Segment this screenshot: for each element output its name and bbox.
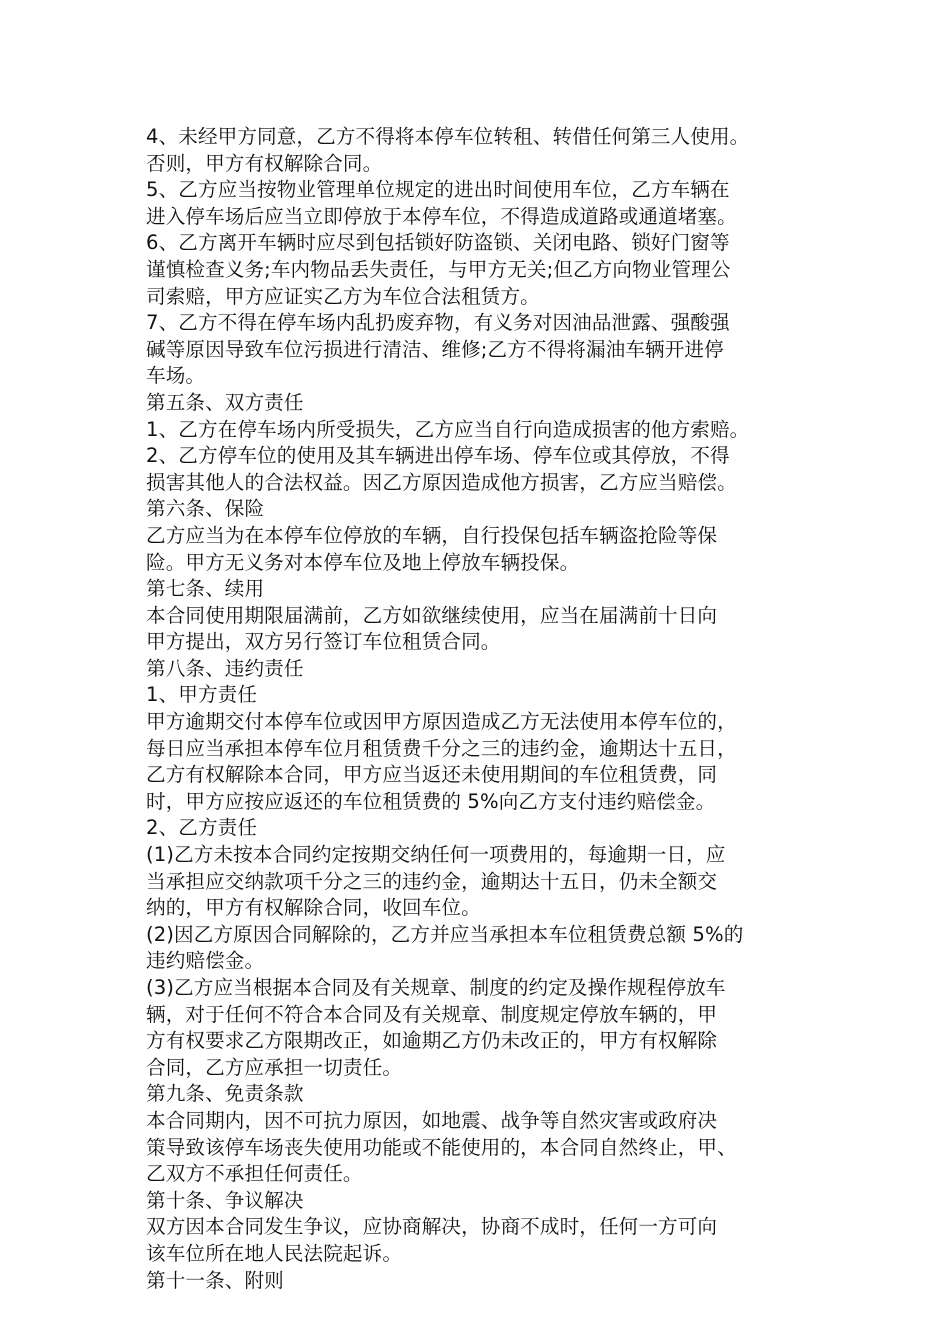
text-line: 1、乙方在停车场内所受损失，乙方应当自行向造成损害的他方索赔。 xyxy=(146,417,750,441)
section-heading: 第五条、双方责任 xyxy=(146,390,304,414)
document-body xyxy=(146,124,826,1294)
text-line: 碱等原因导致车位污损进行清洁、维修;乙方不得将漏油车辆开进停 xyxy=(146,337,724,361)
section-heading: 第六条、保险 xyxy=(146,497,265,521)
text-line: 该车位所在地人民法院起诉。 xyxy=(146,1241,403,1265)
text-line: 合同，乙方应承担一切责任。 xyxy=(146,1055,403,1079)
text-line: 乙方应当为在本停车位停放的车辆，自行投保包括车辆盗抢险等保 xyxy=(146,523,718,547)
text-line: 甲方提出，双方另行签订车位租赁合同。 xyxy=(146,630,501,654)
text-line: 本合同使用期限届满前，乙方如欲继续使用，应当在届满前十日向 xyxy=(146,603,718,627)
section-heading: 第九条、免责条款 xyxy=(146,1082,304,1106)
text-line: 险。甲方无义务对本停车位及地上停放车辆投保。 xyxy=(146,550,580,574)
text-line: 6、乙方离开车辆时应尽到包括锁好防盗锁、关闭电路、锁好门窗等 xyxy=(146,231,730,255)
section-heading: 第七条、续用 xyxy=(146,577,265,601)
text-line: 当承担应交纳款项千分之三的违约金，逾期达十五日，仍未全额交 xyxy=(146,869,718,893)
subsection-heading: 1、甲方责任 xyxy=(146,683,258,707)
text-line: 5、乙方应当按物业管理单位规定的进出时间使用车位，乙方车辆在 xyxy=(146,178,730,202)
text-line: (2)因乙方原因合同解除的，乙方并应当承担本车位租赁费总额 5%的 xyxy=(146,922,744,946)
text-line: 策导致该停车场丧失使用功能或不能使用的，本合同自然终止，甲、 xyxy=(146,1135,737,1159)
section-heading: 第十条、争议解决 xyxy=(146,1188,304,1212)
text-line: 否则，甲方有权解除合同。 xyxy=(146,151,383,175)
text-line: 双方因本合同发生争议，应协商解决，协商不成时，任何一方可向 xyxy=(146,1215,718,1239)
text-line: 4、未经甲方同意，乙方不得将本停车位转租、转借任何第三人使用。 xyxy=(146,125,750,148)
text-line: 乙双方不承担任何责任。 xyxy=(146,1162,363,1186)
text-line: 甲方逾期交付本停车位或因甲方原因造成乙方无法使用本停车位的， xyxy=(146,710,737,734)
text-line: 7、乙方不得在停车场内乱扔废弃物，有义务对因油品泄露、强酸强 xyxy=(146,311,730,335)
text-line: 进入停车场后应当立即停放于本停车位，不得造成道路或通道堵塞。 xyxy=(146,204,737,228)
text-line: 损害其他人的合法权益。因乙方原因造成他方损害，乙方应当赔偿。 xyxy=(146,470,737,494)
text-line: 纳的，甲方有权解除合同，收回车位。 xyxy=(146,896,481,920)
text-line: 本合同期内，因不可抗力原因，如地震、战争等自然灾害或政府决 xyxy=(146,1108,718,1132)
text-line: 车场。 xyxy=(146,364,206,388)
text-line: 司索赔，甲方应证实乙方为车位合法租赁方。 xyxy=(146,284,540,308)
text-line: 2、乙方停车位的使用及其车辆进出停车场、停车位或其停放，不得 xyxy=(146,444,730,468)
text-line: (3)乙方应当根据本合同及有关规章、制度的约定及操作规程停放车 xyxy=(146,976,726,999)
section-heading: 第十一条、附则 xyxy=(146,1268,284,1292)
text-line: 方有权要求乙方限期改正，如逾期乙方仍未改正的，甲方有权解除 xyxy=(146,1029,718,1053)
text-line: (1)乙方未按本合同约定按期交纳任何一项费用的，每逾期一日，应 xyxy=(146,843,726,867)
text-line: 每日应当承担本停车位月租赁费千分之三的违约金，逾期达十五日， xyxy=(146,736,737,760)
text-line: 谨慎检查义务;车内物品丢失责任，与甲方无关;但乙方向物业管理公 xyxy=(146,257,731,281)
text-line: 辆，对于任何不符合本合同及有关规章、制度规定停放车辆的，甲 xyxy=(146,1002,718,1026)
text-line: 时，甲方应按应返还的车位租赁费的 5%向乙方支付违约赔偿金。 xyxy=(146,789,716,813)
text-line: 乙方有权解除本合同，甲方应当返还未使用期间的车位租赁费，同 xyxy=(146,763,718,787)
section-heading: 第八条、违约责任 xyxy=(146,656,304,680)
text-line: 违约赔偿金。 xyxy=(146,949,265,973)
subsection-heading: 2、乙方责任 xyxy=(146,816,258,840)
